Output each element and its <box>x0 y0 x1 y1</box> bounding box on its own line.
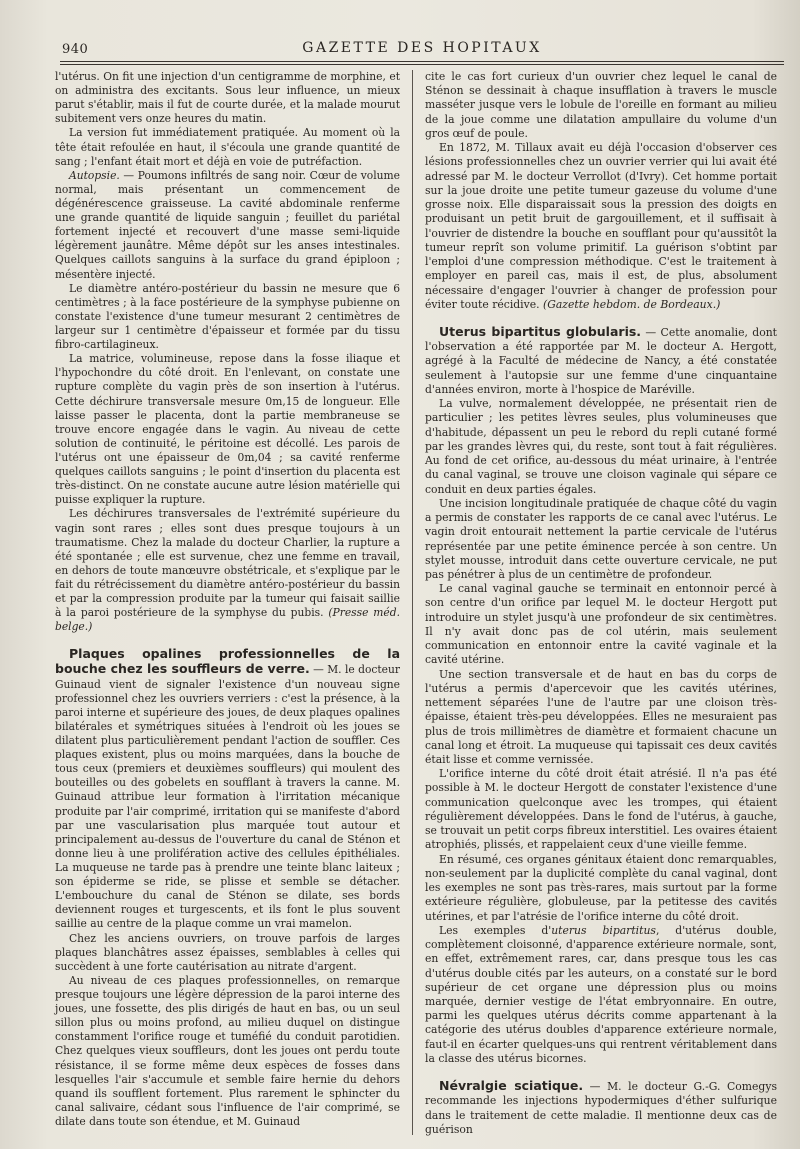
paragraph: Les exemples d'uterus bipartitus, d'utérus double, complètement cloisonné, d'apparence extérieure normale, sont, en effet, extrêmement rares, car, dans presque tous les cas d'utérus double cités par les auteurs, on a constaté sur le bord supérieur de cet organe une dépression plus ou moins marquée, dernier vestige de l'état embryonnaire. En outre, parmi les quelques utérus décrits comme appartenant à la catégorie des utérus doubles d'apparence extérieure normale, faut-il en écarter quelques-uns qui rentrent véritablement dans la classe des utérus bicornes. <box>425 923 777 1065</box>
paragraph: L'orifice interne du côté droit était atrésié. Il n'a pas été possible à M. le docteur Hergott de constater l'existence d'une communication quelconque avec les trompes, qui étaient régulièrement développées. Dans le fond de l'utérus, à gauche, se trouvait un petit corps fibreux interstitiel. Les ovaires étaient atrophiés, plissés, et rappelaient ceux d'une vieille femme. <box>425 767 777 852</box>
section-uterus-bipartitus <box>425 325 777 1066</box>
paragraph: En résumé, ces organes génitaux étaient donc remarquables, non-seulement par la duplicité complète du canal vaginal, dont les exemples ne sont pas très-rares, mais surtout par la forme extérieure régulière, globuleuse, par la petitesse des cavités utérines, et par l'atrésie de l'orifice interne du côté droit. <box>425 852 777 923</box>
section-title: Uterus bipartitus globularis. <box>439 323 642 339</box>
paragraph: Le diamètre antéro-postérieur du bassin ne mesure que 6 centimètres ; à la face postérieure de la symphyse pubienne on constate l'existence d'une tumeur mesurant 2 centimètres de largeur sur 1 centimètre d'épaisseur et formée par du tissu fibro-cartilagineux. <box>55 281 400 352</box>
paragraph: Les déchirures transversales de l'extrémité supérieure du vagin sont rares ; elles sont dues presque toujours à un traumatisme. Chez la malade du docteur Charlier, la rupture a été spontanée ; elle est survenue, chez une femme en travail, en dehors de toute manœuvre obstétricale, et s'explique par le fait du rétrécissement du diamètre antéro-postérieur du bassin et par la compression produite par la tumeur qui faisait saillie à la paroi postérieure de la symphyse du pubis. (Presse méd. belge.) <box>55 507 400 634</box>
paragraph: Une incision longitudinale pratiquée de chaque côté du vagin a permis de constater les rapports de ce canal avec l'utérus. Le vagin droit entourait nettement la partie cervicale de l'utérus représentée par une petite éminence percée à son centre. Un stylet mousse, introduit dans cette ouverture cervicale, ne put pas pénétrer à plus de un centimètre de profondeur. <box>425 496 777 581</box>
paragraph: Plaques opalines professionnelles de la bouche chez les souffleurs de verre. — M. le docteur Guinaud vient de signaler l'existence d'un nouveau signe professionnel chez les ouvriers verriers : c'est la présence, à la paroi interne et supérieure des joues, de deux plaques opalines bilatérales et symétriques situées à l'endroit où les joues se dilatent plus particulièrement pendant l'action de souffler. Ces plaques existent, plus ou moins marquées, dans la bouche de tous ceux (premiers et deuxièmes souffleurs) qui moulent des bouteilles ou des gobelets en soufflant à travers la canne. M. Guinaud attribue leur formation à l'irritation mécanique produite par l'air comprimé, irritation qui se manifeste d'abord par une vascularisation plus marquée tout autour et principalement au-dessus de l'ouverture du canal de Sténon et donne lieu à une prolifération active des cellules épithéliales. La muqueuse ne tarde pas à prendre une teinte blanc laiteux ; son épiderme se ride, se plisse et semble se détacher. L'embouchure du canal de Sténon se dilate, ses bords deviennent rouges et turgescents, et ils font le plus souvent saillie au centre de la plaque comme un vrai mamelon. <box>55 646 401 931</box>
paragraph: Une section transversale et de haut en bas du corps de l'utérus a permis d'apercevoir que les cavités utérines, nettement séparées l'une de l'autre par une cloison très-épaisse, étaient très-peu développées. Elles ne mesuraient pas plus de trois millimètres de diamètre et formaient chacune un canal long et étroit. La muqueuse qui tapissait ces deux cavités était lisse et comme vernissée. <box>425 667 777 767</box>
section-title: Plaques opalines professionnelles de la bouche chez les souffleurs de verre. <box>55 646 400 677</box>
header-rule <box>60 61 784 65</box>
paragraph: La vulve, normalement développée, ne présentait rien de particulier ; les petites lèvres seules, plus volumineuses que d'habitude, dépassent un peu le rebord du repli cutané formé par les grandes lèvres qui, du reste, sont tout à fait régulières. Au fond de cet orifice, au-dessous du méat urinaire, à l'entrée du canal vaginal, se trouve une cloison vaginale qui sépare ce conduit en deux parties égales. <box>425 397 777 496</box>
page-header <box>62 38 782 60</box>
section-title: Névralgie sciatique. <box>439 1078 584 1094</box>
source-citation: (Presse méd. belge.) <box>55 606 400 634</box>
paragraph: Autopsie. — Poumons infiltrés de sang noir. Cœur de volume normal, mais présentant un commencement de dégénérescence graisseuse. La cavité abdominale renferme une grande quantité de liquide sanguin ; feuillet du pariétal fortement injecté et recouvert d'une masse semi-liquide légèrement jaunâtre. Même dépôt sur les anses intestinales. Quelques caillots sanguins à la surface du grand épiploon ; mésentère injecté. <box>55 168 400 281</box>
paragraph: cite le cas fort curieux d'un ouvrier chez lequel le canal de Sténon se dessinait à chaque insufflation à travers le muscle masséter jusque vers le lobule de l'oreille en formant au milieu de la joue comme une dilatation ampullaire du volume d'un gros œuf de poule. <box>425 70 777 140</box>
paragraph: Au niveau de ces plaques professionnelles, on remarque presque toujours une légère dépression de la paroi interne des joues, une fossette, des plis dirigés de haut en bas, ou un seul sillon plus ou moins profond, au milieu duquel on distingue constamment l'orifice rouge et tuméfié du conduit parotidien. Chez quelques vieux souffleurs, dont les joues ont perdu toute résistance, il se forme même deux espèces de fosses dans lesquelles l'air s'accumule et semble faire hernie du dehors quand ils soufflent fortement. Plus rarement le sphincter du canal salivaire, cédant sous l'influence de l'air comprimé, se dilate dans toute son étendue, et M. Guinaud <box>55 973 400 1128</box>
paragraph: La matrice, volumineuse, repose dans la fosse iliaque et l'hypochondre du côté droit. En l'enlevant, on constate une rupture complète du vagin près de son insertion à l'utérus. Cette déchirure transversale mesure 0m,15 de longueur. Elle laisse passer le placenta, dont la partie membraneuse se trouve encore engagée dans le vagin. Au niveau de cette solution de continuité, le péritoine est décollé. Les parois de l'utérus ont une épaisseur de 0m,04 ; sa cavité renferme quelques caillots sanguins ; le point d'insertion du placenta est très-distinct. On ne constate aucune autre lésion matérielle qui puisse expliquer la rupture. <box>55 352 400 507</box>
source-citation: (Gazette hebdom. de Bordeaux.) <box>543 297 721 311</box>
running-title: GAZETTE DES HOPITAUX <box>302 40 542 56</box>
paragraph: Névralgie sciatique. — M. le docteur G.-G. Comegys recommande les injections hypodermiques d'éther sulfurique dans le traitement de cette maladie. Il mentionne deux cas de guérison <box>425 1078 777 1136</box>
paragraph: Le canal vaginal gauche se terminait en entonnoir percé à son centre d'un orifice par lequel M. le docteur Hergott put introduire un stylet jusqu'à une profondeur de six centimètres. Il n'y avait donc pas de col utérin, mais seulement communication en entonnoir entre la cavité vaginale et la cavité utérine. <box>425 582 777 667</box>
paragraph: La version fut immédiatement pratiquée. Au moment où la tête était refoulée en haut, il s'écoula une grande quantité de sang ; l'enfant était mort et déjà en voie de putréfaction. <box>55 126 400 168</box>
left-column <box>55 70 400 1129</box>
right-column <box>425 70 777 1137</box>
autopsy-label: Autopsie. <box>69 168 120 182</box>
paragraph: Uterus bipartitus globularis. — Cette anomalie, dont l'observation a été rapportée par M. le docteur A. Hergott, agrégé à la Faculté de médecine de Nancy, a été constatée seulement à l'autopsie sur une femme d'une cinquantaine d'années environ, morte à l'hospice de Maréville. <box>425 323 777 396</box>
section-nevralgie-sciatique <box>425 1079 777 1137</box>
paragraph: En 1872, M. Tillaux avait eu déjà l'occasion d'observer ces lésions professionnelles chez un ouvrier verrier qui lui avait été adressé par M. le docteur Verrollot (d'Ivry). Cet homme portait sur la joue droite une petite tumeur gazeuse du volume d'une grosse noix. Elle disparaissait sous la pression des doigts en produisant un petit bruit de gargouillement, et il suffisait à l'ouvrier de distendre la bouche en soufflant pour qu'aussitôt la tumeur reprît son volume primitif. La guérison s'obtint par l'emploi d'une compression méthodique. C'est le traitement à employer en pareil cas, mais il est, de plus, absolument nécessaire d'engager l'ouvrier à changer de profession pour éviter toute récidive. (Gazette hebdom. de Bordeaux.) <box>425 141 777 311</box>
paragraph: l'utérus. On fit une injection d'un centigramme de morphine, et on administra des excitants. Sous leur influence, un mieux parut s'établir, mais il fut de courte durée, et la malade mourut subitement vers onze heures du matin. <box>55 70 400 126</box>
page-number: 940 <box>62 42 89 57</box>
column-divider <box>412 70 413 1135</box>
section-plaques-opalines <box>55 647 400 1129</box>
paragraph: Chez les anciens ouvriers, on trouve parfois de larges plaques blanchâtres assez épaisses, semblables à celles qui succèdent à une forte cautérisation au nitrate d'argent. <box>55 931 400 973</box>
